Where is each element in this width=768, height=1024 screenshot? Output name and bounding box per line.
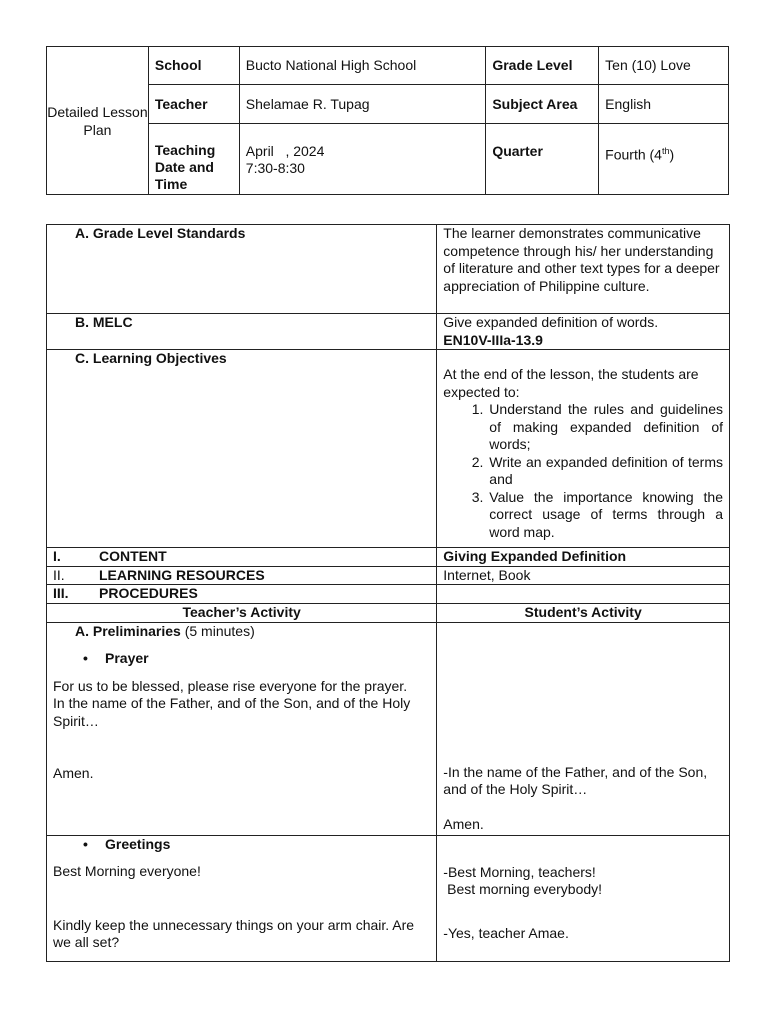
quarter-superscript: th	[661, 146, 670, 156]
grade-level-value: Ten (10) Love	[599, 47, 729, 85]
lesson-plan-header-table	[46, 46, 729, 195]
prayer-teacher-amen: Amen.	[53, 765, 94, 781]
content-value: Giving Expanded Definition	[437, 548, 730, 567]
resources-numeral: II.	[53, 566, 65, 583]
quarter-label: Quarter	[486, 124, 599, 195]
prayer-teacher-line2: In the name of the Father, and of the Son, and of the Holy Spirit…	[53, 695, 411, 729]
subject-area-value: English	[599, 85, 729, 124]
school-value: Bucto National High School	[239, 47, 486, 85]
content-label: CONTENT	[99, 548, 167, 564]
melc-code: EN10V-IIIa-13.9	[443, 331, 543, 348]
prayer-teacher-cell	[47, 622, 437, 835]
content-label-cell	[47, 548, 437, 567]
resources-value: Internet, Book	[437, 566, 730, 585]
melc-label: B. MELC	[47, 314, 437, 350]
quarter-close: )	[669, 146, 675, 163]
objectives-intro: At the end of the lesson, the students are expected to:	[443, 366, 699, 400]
melc-cell	[437, 314, 730, 350]
procedures-numeral: III.	[53, 585, 69, 601]
lesson-plan-body-table	[46, 224, 730, 962]
objective-item: 1. Understand the rules and guidelines of making expanded definition of words;	[487, 401, 723, 454]
learning-objectives-cell	[437, 350, 730, 548]
greetings-student-line3: -Yes, teacher Amae.	[443, 924, 569, 941]
teaching-time: 7:30-8:30	[245, 160, 305, 176]
objective-item: 2. Write an expanded definition of terms and	[487, 454, 723, 489]
teaching-date-label: Teaching Date and Time	[148, 124, 239, 195]
grade-level-standards-text: The learner demonstrates communicative competence through his/ her understanding of literature and other text types for a deeper appreciation of Philippine culture.	[437, 225, 730, 314]
procedures-label: PROCEDURES	[99, 585, 198, 601]
school-label: School	[148, 47, 239, 85]
greetings-teacher-cell	[47, 835, 437, 961]
objectives-list	[443, 401, 723, 541]
grade-level-standards-label: A. Grade Level Standards	[47, 225, 437, 314]
teacher-value: Shelamae R. Tupag	[239, 85, 486, 124]
teaching-date: April , 2024	[245, 143, 325, 159]
quarter-text: Fourth (4	[605, 146, 662, 163]
prayer-student-line1: -In the name of the Father, and of the Son, and of the Holy Spirit…	[443, 763, 708, 797]
prayer-student-cell	[437, 622, 730, 835]
greetings-teacher-line1: Best Morning everyone!	[53, 863, 201, 879]
prayer-teacher-line1: For us to be blessed, please rise everyone for the prayer.	[53, 677, 408, 694]
resources-label-cell	[47, 566, 437, 585]
greetings-student-cell	[437, 835, 730, 961]
greetings-teacher-line2: Kindly keep the unnecessary things on your arm chair. Are we all set?	[53, 916, 415, 950]
preliminaries-heading	[53, 623, 430, 641]
doc-type-label: Detailed Lesson Plan	[47, 103, 148, 138]
procedures-label-cell	[47, 585, 437, 604]
greetings-student-line2: Best morning everybody!	[443, 881, 603, 897]
teacher-label: Teacher	[148, 85, 239, 124]
content-numeral: I.	[53, 548, 61, 564]
grade-level-label: Grade Level	[486, 47, 599, 85]
greetings-student-line1: -Best Morning, teachers!	[443, 863, 596, 880]
quarter-value	[599, 124, 729, 195]
learning-objectives-label: C. Learning Objectives	[47, 350, 437, 548]
preliminaries-label: A. Preliminaries	[75, 622, 181, 639]
student-activity-heading: Student’s Activity	[437, 603, 730, 622]
greetings-heading: • Greetings	[53, 836, 430, 854]
melc-text: Give expanded definition of words.	[443, 314, 659, 330]
prayer-student-amen: Amen.	[443, 815, 484, 832]
teacher-activity-heading: Teacher’s Activity	[47, 603, 437, 622]
procedures-value	[437, 585, 730, 604]
prayer-heading: • Prayer	[53, 650, 430, 668]
doc-type-cell	[47, 47, 149, 195]
resources-label: LEARNING RESOURCES	[99, 566, 265, 583]
preliminaries-time: (5 minutes)	[180, 622, 255, 639]
subject-area-label: Subject Area	[486, 85, 599, 124]
objective-item: 3. Value the importance knowing the correct usage of terms through a word map.	[487, 489, 723, 542]
teaching-date-value	[239, 124, 486, 195]
